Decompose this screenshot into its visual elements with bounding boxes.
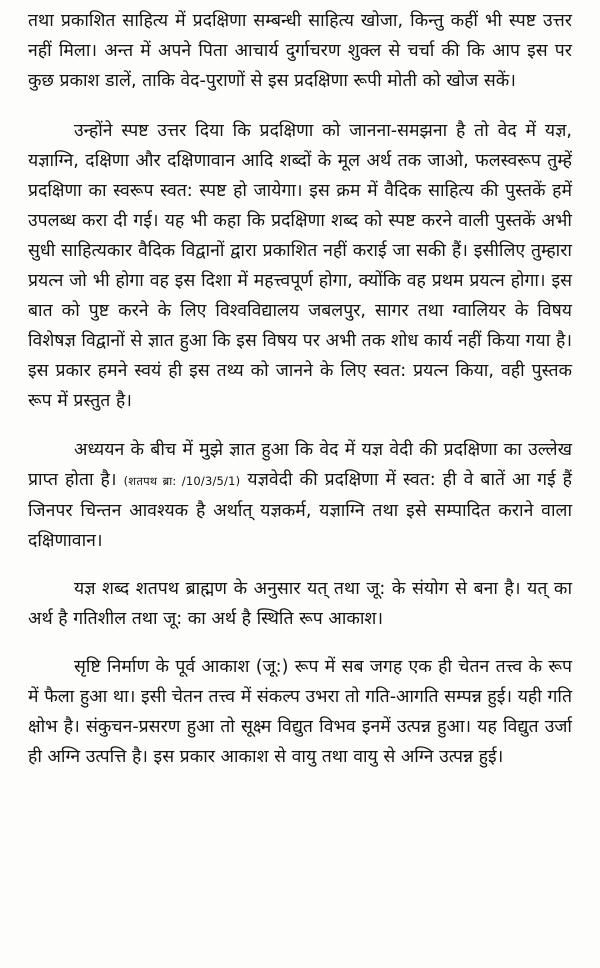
paragraph-3-text-before: अध्ययन के बीच में मुझे ज्ञात हुआ कि वेद में यज्ञ वेदी की प्रदक्षिणा का उल्लेख प्राप्त होता है। xyxy=(28,440,572,490)
paragraph-3-text-after: यज्ञवेदी की प्रदक्षिणा में स्वत: ही वे बातें आ गई हैं जिनपर चिन्तन आवश्यक है अर्थात् यज्ञकर्म, यज्ञाग्नि तथा इसे सम्पादित कराने वाला दक्षिणावान। xyxy=(28,470,572,551)
paragraph-5: सृष्टि निर्माण के पूर्व आकाश (जू:) रूप में सब जगह एक ही चेतन तत्त्व के रूप में फैला हुआ था। इसी चेतन तत्त्व में संकल्प उभरा तो गति-आगति सम्पन्न हुई। यही गति क्षोभ है। संकुचन-प्रसरण हुआ तो सूक्ष्म विद्युत विभव इनमें उत्पन्न हुआ। यह विद्युत उर्जा ही अग्नि उत्पत्ति है। इस प्रकार आकाश से वायु तथा वायु से अग्नि उत्पन्न हुई। xyxy=(28,657,572,767)
paragraph-3 xyxy=(28,435,572,556)
paragraph-2: उन्होंने स्पष्ट उत्तर दिया कि प्रदक्षिणा को जानना-समझना है तो वेद में यज्ञ, यज्ञाग्नि, दक्षिणा और दक्षिणावान आदि शब्दों के मूल अर्थ तक जाओ, फलस्वरूप तुम्हें प्रदक्षिणा का स्वरूप स्वत: स्पष्ट हो जायेगा। इस क्रम में वैदिक साहित्य की पुस्तकें हमें उपलब्ध करा दी गई। यह भी कहा कि प्रदक्षिणा शब्द को स्पष्ट करने वाली पुस्तकें अभी सुधी साहित्यकार वैदिक विद्वानों द्वारा प्रकाशित नहीं कराई जा सकी हैं। इसीलिए तुम्हारा प्रयत्न जो भी होगा वह इस दिशा में महत्त्वपूर्ण होगा, क्योंकि वह प्रथम प्रयत्न होगा। इस बात को पुष्ट करने के लिए विश्वविद्यालय जबलपुर, सागर तथा ग्वालियर के विषय विशेषज्ञ विद्वानों से ज्ञात हुआ कि इस विषय पर अभी तक शोध कार्य नहीं किया गया है। इस प्रकार हमने स्वयं ही इस तथ्य को जानने के लिए स्वत: प्रयत्न किया, वही पुस्तक रूप में प्रस्तुत है। xyxy=(28,121,572,411)
paragraph-1: तथा प्रकाशित साहित्य में प्रदक्षिणा सम्बन्धी साहित्य खोजा, किन्तु कहीं भी स्पष्ट उत्तर नहीं मिला। अन्त में अपने पिता आचार्य दुर्गाचरण शुक्ल से चर्चा की कि आप इस पर कुछ प्रकाश डालें, ताकि वेद-पुराणों से इस प्रदक्षिणा रूपी मोती को खोज सकें। xyxy=(28,11,572,91)
paragraph-4: यज्ञ शब्द शतपथ ब्राह्मण के अनुसार यत् तथा जू: के संयोग से बना है। यत् का अर्थ है गतिशील तथा जू: का अर्थ है स्थिति रूप आकाश। xyxy=(28,579,572,629)
citation-shatapatha: (शतपथ ब्रा: /10/3/5/1) xyxy=(123,474,241,488)
